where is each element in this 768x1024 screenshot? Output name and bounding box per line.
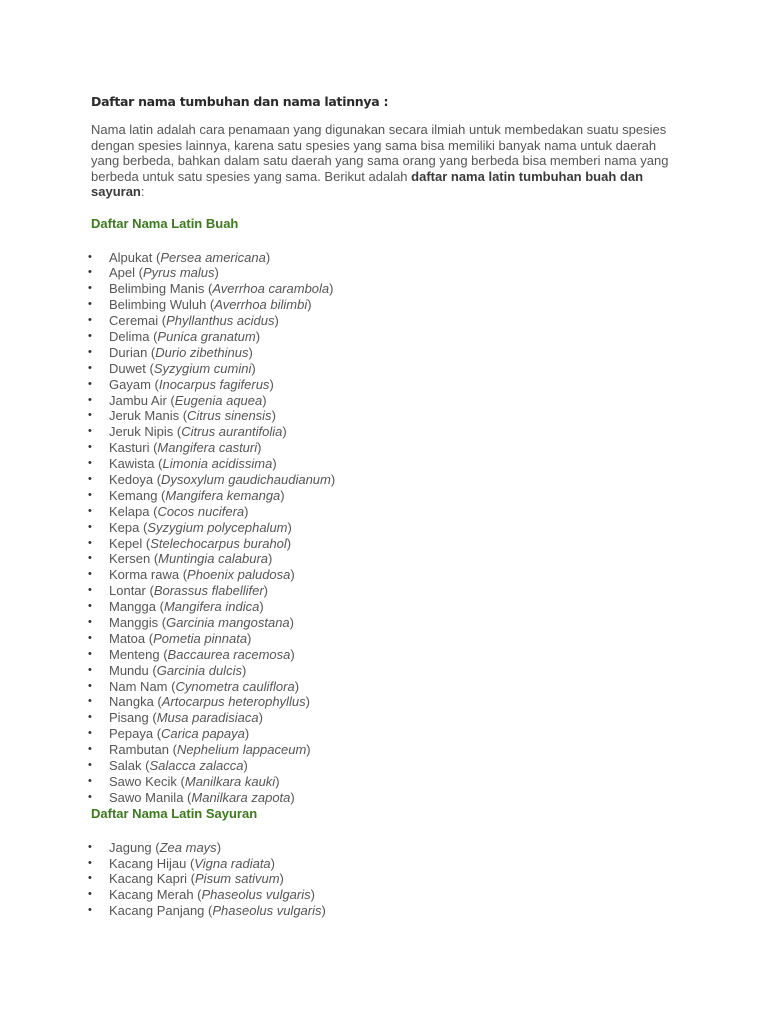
latin-name: Phaseolus vulgaris — [212, 903, 322, 919]
bullet-icon: • — [88, 615, 92, 628]
common-name: Sawo Kecik — [109, 773, 177, 789]
bullet-icon: • — [88, 393, 92, 406]
common-name: Korma rawa — [109, 567, 180, 583]
common-name: Salak — [109, 758, 142, 773]
common-name: Delima — [109, 328, 150, 344]
latin-name: Musa paradisiaca — [156, 710, 259, 726]
bullet-icon: • — [88, 647, 92, 660]
latin-name: Limonia acidissima — [162, 456, 273, 472]
common-name: Kemang — [109, 487, 158, 503]
bullet-icon: • — [88, 361, 92, 374]
common-name: Kacang Merah — [109, 887, 194, 903]
list-item: • Mundu (Garcinia dulcis) — [88, 662, 247, 678]
list-item: • Gayam (Inocarpus fagiferus) — [88, 376, 274, 392]
latin-name: Phaseolus vulgaris — [201, 887, 311, 903]
list-item: • Kedoya (Dysoxylum gaudichaudianum) — [88, 471, 336, 487]
bullet-icon: • — [88, 377, 92, 390]
latin-name: Vigna radiata — [194, 855, 271, 871]
bullet-icon: • — [88, 790, 92, 803]
bullet-icon: • — [88, 872, 92, 885]
bullet-icon: • — [88, 631, 92, 644]
latin-name: Nephelium lappaceum — [176, 742, 307, 758]
common-name: Lontar — [109, 583, 146, 599]
bullet-icon: • — [88, 409, 92, 422]
bullet-icon: • — [88, 329, 92, 342]
list-item: • Rambutan (Nephelium lappaceum) — [88, 742, 311, 758]
bullet-icon: • — [88, 552, 92, 565]
bullet-icon: • — [88, 679, 92, 692]
list-item: • Delima (Punica granatum) — [88, 328, 261, 344]
list-item: • Kasturi (Mangifera casturi) — [88, 440, 262, 456]
bullet-icon: • — [88, 298, 92, 311]
common-name: Kedoya — [109, 471, 154, 487]
bullet-icon: • — [88, 488, 92, 501]
common-name: Kacang Kapri — [109, 871, 188, 887]
list-item: • Pisang (Musa paradisiaca) — [88, 710, 263, 726]
intro-text: Nama latin adalah cara penamaan yang digunakan secara ilmiah untuk membedakan suatu spesies dengan spesies lainnya, karena satu spesies yang sama bisa memiliki banyak nama untuk daerah yang berbeda, bahkan dalam satu daerah yang sama orang yang berbeda bisa memberi nama yang berbeda untuk satu spesies yang sama. Berikut adalah — [91, 122, 669, 184]
latin-name: Garcinia dulcis — [156, 662, 242, 678]
latin-name: Averrhoa bilimbi — [214, 297, 308, 313]
common-name: Jeruk Manis — [109, 408, 180, 424]
latin-name: Carica papaya — [161, 726, 245, 742]
list-item: • Pepaya (Carica papaya) — [88, 726, 250, 742]
list-item: • Manggis (Garcinia mangostana) — [88, 614, 295, 630]
common-name: Kelapa — [109, 503, 150, 519]
latin-name: Syzygium cumini — [153, 360, 252, 376]
latin-name: Mangifera kemanga — [165, 487, 281, 503]
common-name: Durian — [109, 344, 148, 360]
latin-name: Pometia pinnata — [153, 630, 248, 646]
latin-name: Averrhoa carambola — [212, 281, 330, 297]
bullet-icon: • — [88, 425, 92, 438]
list-item: • Salak (Salacca zalacca) — [88, 758, 248, 773]
common-name: Jambu Air — [109, 392, 167, 408]
list-item: • Kepel (Stelechocarpus burahol) — [88, 535, 292, 551]
list-item: • Mangga (Mangifera indica) — [88, 599, 264, 615]
latin-name: Borassus flabellifer — [153, 583, 264, 599]
latin-name: Cocos nucifera — [157, 503, 245, 519]
list-item: • Jeruk Nipis (Citrus aurantifolia) — [88, 424, 287, 440]
latin-name: Inocarpus fagiferus — [158, 376, 270, 392]
list-item: • Nangka (Artocarpus heterophyllus) — [88, 694, 310, 710]
list-item: • Belimbing Wuluh (Averrhoa bilimbi) — [88, 297, 312, 313]
latin-name: Syzygium polycephalum — [147, 519, 288, 535]
list-item: • Duwet (Syzygium cumini) — [88, 360, 256, 376]
latin-name: Mangifera casturi — [157, 440, 258, 456]
common-name: Kasturi — [109, 440, 150, 456]
bullet-icon: • — [88, 600, 92, 613]
bullet-icon: • — [88, 888, 92, 901]
common-name: Mundu — [109, 662, 149, 678]
bullet-icon: • — [88, 743, 92, 756]
bullet-icon: • — [88, 345, 92, 358]
bullet-icon: • — [88, 504, 92, 517]
common-name: Kawista — [109, 456, 155, 472]
latin-name: Phoenix paludosa — [187, 567, 291, 583]
bullet-icon: • — [88, 520, 92, 533]
latin-name: Manilkara zapota — [191, 789, 291, 805]
list-item: • Apel (Pyrus malus) — [88, 265, 219, 281]
latin-name: Baccaurea racemosa — [167, 646, 291, 662]
list-item: • Kemang (Mangifera kemanga) — [88, 487, 285, 503]
latin-name: Manilkara kauki — [184, 773, 276, 789]
list-item: • Jeruk Manis (Citrus sinensis) — [88, 408, 276, 424]
latin-name: Cynometra cauliflora — [175, 678, 295, 694]
list-item: • Kersen (Muntingia calabura) — [88, 551, 273, 567]
common-name: Jagung — [109, 839, 152, 855]
latin-name: Dysoxylum gaudichaudianum — [161, 471, 331, 487]
list-item: • Lontar (Borassus flabellifer) — [88, 583, 268, 599]
latin-name: Zea mays — [159, 839, 217, 855]
list-item: • Alpukat (Persea americana) — [88, 249, 271, 265]
common-name: Ceremai — [109, 313, 159, 329]
bullet-icon: • — [88, 568, 92, 581]
latin-name: Citrus aurantifolia — [181, 424, 283, 440]
list-item: • Sawo Manila (Manilkara zapota) — [88, 789, 295, 805]
bullet-icon: • — [88, 856, 92, 869]
latin-name: Muntingia calabura — [158, 551, 269, 567]
common-name: Rambutan — [109, 742, 169, 758]
bullet-icon: • — [88, 266, 92, 279]
list-item: • Durian (Durio zibethinus) — [88, 344, 253, 360]
common-name: Kepel — [109, 535, 143, 551]
common-name: Belimbing Wuluh — [109, 297, 207, 313]
bullet-icon: • — [88, 457, 92, 470]
common-name: Apel — [109, 265, 136, 281]
intro-paragraph — [91, 122, 683, 200]
common-name: Kacang Panjang — [109, 903, 205, 919]
common-name: Kacang Hijau — [109, 855, 187, 871]
list-item: • Kacang Hijau (Vigna radiata) — [88, 855, 275, 871]
latin-name: Pisum sativum — [195, 871, 280, 887]
list-item: • Kacang Panjang (Phaseolus vulgaris) — [88, 903, 326, 919]
list-item: • Kelapa (Cocos nucifera) — [88, 503, 249, 519]
latin-name: Eugenia aquea — [174, 392, 263, 408]
bullet-icon: • — [88, 695, 92, 708]
bullet-icon: • — [88, 840, 92, 853]
bullet-icon: • — [88, 584, 92, 597]
latin-name: Salacca zalacca — [149, 758, 244, 773]
list-item: • Kacang Merah (Phaseolus vulgaris) — [88, 887, 315, 903]
bullet-icon: • — [88, 904, 92, 917]
common-name: Sawo Manila — [109, 789, 184, 805]
common-name: Mangga — [109, 599, 156, 615]
latin-name: Mangifera indica — [163, 599, 260, 615]
list-item: • Kawista (Limonia acidissima) — [88, 456, 277, 472]
document-title: Daftar nama tumbuhan dan nama latinnya : — [91, 94, 389, 109]
fruit-list — [88, 249, 691, 806]
list-item: • Menteng (Baccaurea racemosa) — [88, 646, 295, 662]
common-name: Manggis — [109, 614, 159, 630]
intro-end: : — [140, 184, 145, 199]
bullet-icon: • — [88, 282, 92, 295]
common-name: Kersen — [109, 551, 151, 567]
list-item: • Jagung (Zea mays) — [88, 839, 222, 855]
list-item: • Matoa (Pometia pinnata) — [88, 630, 252, 646]
latin-name: Durio zibethinus — [155, 344, 249, 360]
latin-name: Garcinia mangostana — [166, 614, 290, 630]
intro-bold-text: daftar nama latin tumbuhan buah dan sayuran — [91, 168, 644, 199]
bullet-icon: • — [88, 663, 92, 676]
common-name: Pepaya — [109, 726, 154, 742]
document-page — [88, 92, 691, 919]
list-item: • Nam Nam (Cynometra cauliflora) — [88, 678, 300, 694]
latin-name: Stelechocarpus burahol — [150, 535, 287, 551]
bullet-icon: • — [88, 314, 92, 327]
latin-name: Citrus sinensis — [187, 408, 272, 424]
latin-name: Artocarpus heterophyllus — [161, 694, 306, 710]
common-name: Belimbing Manis — [109, 281, 205, 297]
bullet-icon: • — [88, 711, 92, 724]
latin-name: Pyrus malus — [142, 265, 215, 281]
list-item: • Jambu Air (Eugenia aquea) — [88, 392, 267, 408]
vegetable-list — [88, 839, 691, 919]
list-item: • Sawo Kecik (Manilkara kauki) — [88, 773, 280, 789]
list-item: • Korma rawa (Phoenix paludosa) — [88, 567, 295, 583]
common-name: Menteng — [109, 646, 160, 662]
common-name: Nangka — [109, 694, 154, 710]
list-item: • Kacang Kapri (Pisum sativum) — [88, 871, 284, 887]
common-name: Gayam — [109, 376, 151, 392]
common-name: Nam Nam — [109, 678, 168, 694]
bullet-icon: • — [88, 759, 92, 771]
latin-name: Punica granatum — [157, 328, 256, 344]
latin-name: Persea americana — [160, 249, 266, 265]
common-name: Pisang — [109, 710, 149, 726]
bullet-icon: • — [88, 536, 92, 549]
bullet-icon: • — [88, 250, 92, 263]
common-name: Kepa — [109, 519, 140, 535]
vegetable-section-heading: Daftar Nama Latin Sayuran — [91, 805, 258, 821]
common-name: Matoa — [109, 630, 146, 646]
fruit-section-heading: Daftar Nama Latin Buah — [91, 215, 239, 231]
bullet-icon: • — [88, 472, 92, 485]
common-name: Duwet — [109, 360, 146, 376]
list-item: • Belimbing Manis (Averrhoa carambola) — [88, 281, 334, 297]
bullet-icon: • — [88, 774, 92, 787]
common-name: Jeruk Nipis — [109, 424, 174, 440]
bullet-icon: • — [88, 727, 92, 740]
list-item: • Ceremai (Phyllanthus acidus) — [88, 313, 279, 329]
latin-name: Phyllanthus acidus — [166, 313, 275, 329]
bullet-icon: • — [88, 441, 92, 454]
common-name: Alpukat — [109, 249, 153, 265]
list-item: • Kepa (Syzygium polycephalum) — [88, 519, 292, 535]
